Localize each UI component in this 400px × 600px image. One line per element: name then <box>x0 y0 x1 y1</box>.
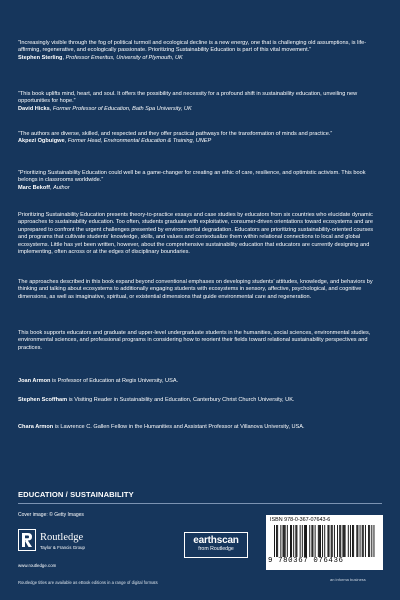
barcode-bar <box>320 525 321 557</box>
publisher-group: Taylor & Francis Group <box>40 545 85 550</box>
author-bio <box>18 378 382 385</box>
endorsement: “Prioritizing Sustainability Education could well be a game-changer for creating an ethic of care, resilience, and optimistic activism. This book belongs in classrooms worldwide.” Marc Bekoff, Author <box>18 170 382 192</box>
endorsement-text: “The authors are diverse, skilled, and respected and they offer practical pathways for the transformation of minds and practice.” <box>18 131 333 137</box>
barcode-bar <box>300 525 301 557</box>
barcode-bar <box>290 525 291 557</box>
endorsement: “This book uplifts mind, heart, and soul. It offers the possibility and necessity for a profound shift in sustainability education, unveiling new opportunities for hope.” David Hicks, Former Professor of Education, Bath Spa University, UK <box>18 91 382 113</box>
endorser-name: Akpezi Ogbuigwe <box>18 138 65 145</box>
barcode-bar <box>331 525 332 557</box>
barcode-bar <box>277 525 278 557</box>
author-name: Chara Armon <box>18 424 54 430</box>
barcode-bar <box>342 525 343 557</box>
author-name: Joan Armon <box>18 378 51 384</box>
endorsement: “The authors are diverse, skilled, and respected and they offer practical pathways for the transformation of minds and practice.” Akpezi Ogbuigwe, Former Head, Environmental Education & Training, UNEP <box>18 131 382 146</box>
author-bio-text: is Visiting Reader in Sustainability and Education, Canterbury Christ Church University, UK. <box>67 397 295 403</box>
barcode-bar <box>362 525 363 557</box>
barcode-bar <box>319 525 320 557</box>
barcode-bar <box>329 525 330 557</box>
barcode-bar <box>356 525 357 557</box>
isbn-digits: 9 780367 076436 <box>268 557 344 565</box>
barcode-bar <box>345 525 346 557</box>
barcode-bar <box>369 525 370 557</box>
earthscan-logo <box>184 532 248 558</box>
description-paragraph: Prioritizing Sustainability Education presents theory-to-practice essays and case studies by educators from six countries who elucidate dynamic approaches to sustainability education. Too often, students graduate with exploitative, consumer-driven orientations toward ecosystems and are unprepared to confront the urgent challenges presented by environmental degradation. Educators are prioritizing sustainability-oriented courses and programs that cultivate students’ knowledge, skills, and values and contextualize them within relational connections to local and global ecosystems. Little has yet been written, however, about the comprehensive sustainability education that educators are currently designing and implementing, often across or at the edges of disciplinary boundaries. <box>18 212 374 256</box>
barcode-bar <box>332 525 333 557</box>
author-bio-text: is Professor of Education at Regis University, USA. <box>50 378 179 384</box>
barcode-bar <box>276 525 277 557</box>
barcode-bar <box>309 525 310 557</box>
barcode-bar <box>334 525 335 557</box>
endorser-role: Professor Emeritus, University of Plymouth, UK <box>65 54 183 61</box>
barcode-bar <box>304 525 305 557</box>
barcode-bar <box>374 525 375 557</box>
endorsement: “Increasingly visible through the fog of political turmoil and ecological decline is a new energy, one that is challenging old assumptions, is life-affirming, regenerative, and ecologically passionate. Prioritizing Sustainability Education is part of this vital movement.” Stephen Sterling, Professor Emeritus, University of Plymouth, UK <box>18 40 382 62</box>
barcode-bar <box>324 525 325 557</box>
barcode-bar <box>368 525 369 557</box>
barcode-bar <box>295 525 296 557</box>
publisher-name: Routledge <box>40 532 84 543</box>
informa-tagline: an informa business <box>330 577 366 582</box>
description-paragraph: This book supports educators and graduate and upper-level undergraduate students in the humanities, social sciences, environmental studies, environmental sciences, and professional programs in considering how to reorient their fields toward relational sustainability perspectives and practices. <box>18 330 371 351</box>
divider <box>18 503 382 504</box>
barcode-bar <box>348 525 349 557</box>
barcode-bar <box>371 525 372 557</box>
barcode-bar <box>353 525 354 557</box>
barcode-bar <box>365 525 366 557</box>
barcode-bar <box>337 525 338 557</box>
endorser-role: Former Head, Environmental Education & Training, UNEP <box>67 138 212 145</box>
author-bio-text: is Lawrence C. Gallen Fellow in the Humanities and Assistant Professor at Villanova University, USA. <box>53 424 305 430</box>
barcode-bar <box>306 525 307 557</box>
barcode-bar <box>311 525 312 557</box>
description-paragraph: The approaches described in this book expand beyond conventional emphases on developing students’ attitudes, knowledge, and behaviors by thinking and talking about ecosystems to additionally engaging students with ecosystems in sensory, affective, psychological, and cognitive dimensions, as well as imaginative, spiritual, or existential dimensions that guide environmental care and regeneration. <box>18 279 373 300</box>
isbn-barcode <box>266 515 383 570</box>
barcode-bar <box>302 525 303 557</box>
routledge-logo <box>18 529 138 569</box>
barcode-icon <box>274 525 376 557</box>
barcode-bar <box>363 525 364 557</box>
subject-category: EDUCATION / SUSTAINABILITY <box>18 490 134 499</box>
endorser-role: Former Professor of Education, Bath Spa University, UK <box>52 105 192 112</box>
imprint-sub: from Routledge <box>198 546 234 552</box>
barcode-bar <box>283 525 284 557</box>
cover-credit: Cover image: © Getty Images <box>18 512 84 518</box>
barcode-bar <box>357 525 358 557</box>
barcode-bar <box>315 525 316 557</box>
barcode-bar <box>328 525 329 557</box>
imprint-name: earthscan <box>193 535 239 546</box>
routledge-r-icon <box>18 529 36 551</box>
isbn-label: ISBN 978-0-367-07643-6 <box>270 517 331 523</box>
barcode-bar <box>339 525 340 557</box>
endorser-name: David Hicks <box>18 105 50 112</box>
author-bio <box>18 397 382 404</box>
barcode-bar <box>280 525 281 557</box>
barcode-bar <box>284 525 285 557</box>
endorser-role: Author <box>53 184 70 191</box>
barcode-bar <box>293 525 294 557</box>
endorsement-text: “This book uplifts mind, heart, and soul. It offers the possibility and necessity for a profound shift in sustainability education, unveiling new opportunities for hope.” <box>18 91 358 105</box>
barcode-bar <box>296 525 297 557</box>
barcode-bar <box>340 525 341 557</box>
endorsement-text: “Increasingly visible through the fog of political turmoil and ecological decline is a new energy, one that is challenging old assumptions, is life-affirming, regenerative, and ecologically passionate. Prioritizing Sustainability Education is part of this vital movement.” <box>18 40 367 54</box>
barcode-bar <box>285 525 286 557</box>
barcode-bar <box>360 525 361 557</box>
barcode-bar <box>318 525 319 557</box>
endorser-name: Stephen Sterling <box>18 54 63 61</box>
barcode-bar <box>287 525 288 557</box>
author-name: Stephen Scoffham <box>18 397 68 403</box>
barcode-bar <box>274 525 275 557</box>
barcode-bar <box>352 525 353 557</box>
ebook-note: Routledge titles are available as eBook editions in a range of digital formats <box>18 580 158 585</box>
barcode-bar <box>305 525 306 557</box>
barcode-bar <box>313 525 314 557</box>
barcode-bar <box>322 525 323 557</box>
publisher-url: www.routledge.com <box>18 563 57 568</box>
endorsement-text: “Prioritizing Sustainability Education could well be a game-changer for creating an ethic of care, resilience, and optimistic activism. This book belongs in classrooms worldwide.” <box>18 170 366 184</box>
endorser-name: Marc Bekoff <box>18 184 51 191</box>
barcode-bar <box>344 525 345 557</box>
barcode-bar <box>291 525 292 557</box>
barcode-bar <box>350 525 351 557</box>
author-bio <box>18 424 382 431</box>
